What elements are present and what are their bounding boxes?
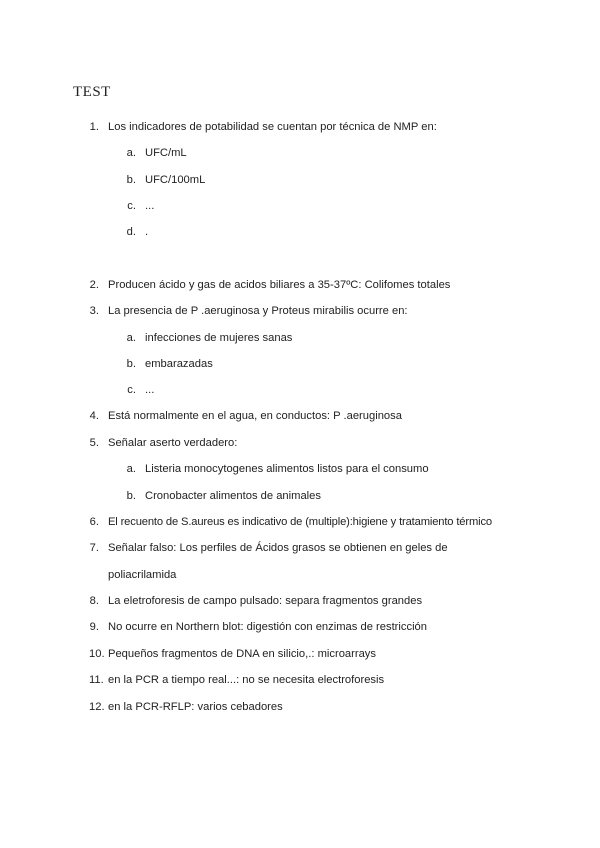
question-number: 10. xyxy=(89,648,105,660)
question-text: Los indicadores de potabilidad se cuentan por técnica de NMP en: xyxy=(108,121,437,133)
question-text: La presencia de P .aeruginosa y Proteus mirabilis ocurre en: xyxy=(108,305,408,317)
option-text: UFC/mL xyxy=(145,147,187,159)
question-text: La eletroforesis de campo pulsado: separa fragmentos grandes xyxy=(108,595,423,607)
question-text: en la PCR a tiempo real...: no se necesita electroforesis xyxy=(108,674,385,686)
question-number: 12. xyxy=(89,701,105,713)
page-title: TEST xyxy=(73,84,111,100)
question-number: 9. xyxy=(89,621,99,633)
question-number: 6. xyxy=(89,516,99,528)
option-text: Listeria monocytogenes alimentos listos para el consumo xyxy=(145,463,429,475)
option-text: ... xyxy=(145,200,155,212)
option-letter: c. xyxy=(127,384,136,396)
question-text: Señalar falso: Los perfiles de Ácidos grasos se obtienen en geles de xyxy=(108,542,448,554)
question-number: 7. xyxy=(89,542,99,554)
option-letter: b. xyxy=(126,358,136,370)
option-letter: c. xyxy=(127,200,136,212)
question-text: Está normalmente en el agua, en conductos: P .aeruginosa xyxy=(108,410,402,422)
option-text: ... xyxy=(145,384,155,396)
option-letter: b. xyxy=(126,490,136,502)
question-number: 4. xyxy=(89,410,99,422)
question-number: 2. xyxy=(89,279,99,291)
option-text: infecciones de mujeres sanas xyxy=(145,332,293,344)
question-text: No ocurre en Northern blot: digestión con enzimas de restricción xyxy=(108,621,428,633)
option-letter: d. xyxy=(126,226,136,238)
option-letter: a. xyxy=(126,147,136,159)
question-number: 11. xyxy=(89,674,104,686)
option-text: embarazadas xyxy=(145,358,213,370)
question-number: 5. xyxy=(89,437,99,449)
question-text: Señalar aserto verdadero: xyxy=(108,437,238,449)
option-letter: b. xyxy=(126,174,136,186)
question-text: Pequeños fragmentos de DNA en silicio,.: microarrays xyxy=(108,648,376,660)
option-letter: a. xyxy=(126,463,136,475)
question-number: 3. xyxy=(89,305,99,317)
option-text: . xyxy=(145,226,149,238)
question-number: 1. xyxy=(89,121,99,133)
question-text-continuation: poliacrilamida xyxy=(108,569,177,581)
option-text: Cronobacter alimentos de animales xyxy=(145,490,321,502)
question-text: Producen ácido y gas de acidos biliares a 35-37ºC: Colifomes totales xyxy=(108,279,451,291)
option-letter: a. xyxy=(126,332,136,344)
question-text: El recuento de S.aureus es indicativo de (multiple):higiene y tratamiento térmico xyxy=(108,516,492,528)
question-text: en la PCR-RFLP: varios cebadores xyxy=(108,701,283,713)
option-text: UFC/100mL xyxy=(145,174,206,186)
question-number: 8. xyxy=(89,595,99,607)
